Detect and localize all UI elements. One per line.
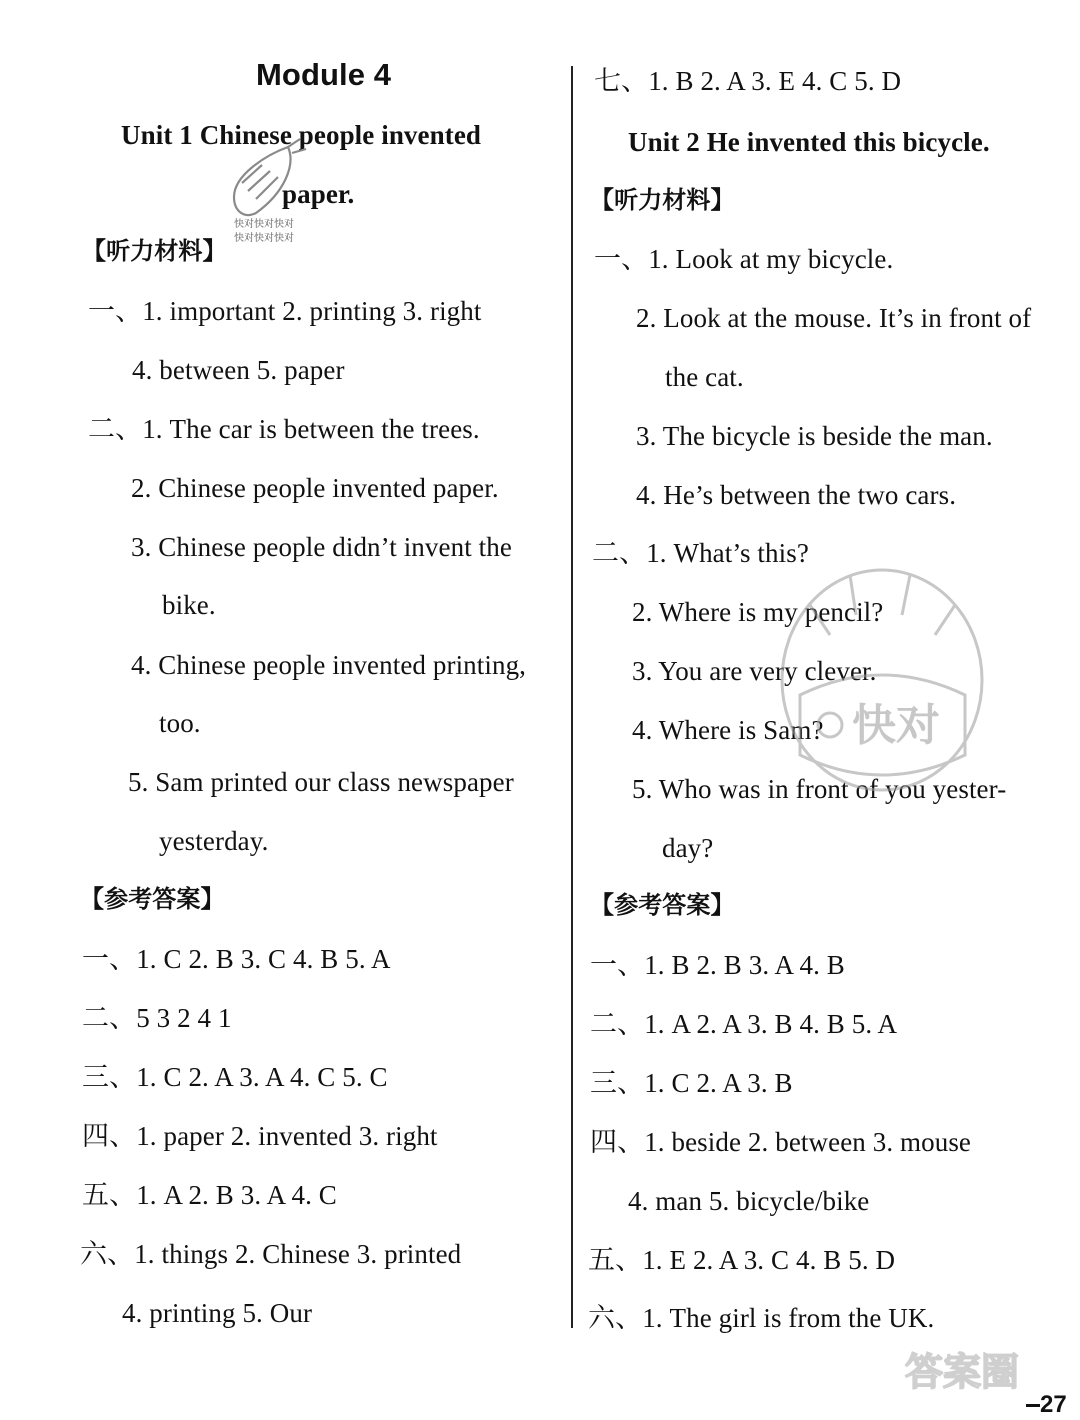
unit-1-title-line-2: paper.: [282, 179, 355, 209]
left-answer-line: 五、1. A 2. B 3. A 4. C: [82, 1180, 337, 1210]
unit-2-title: Unit 2 He invented this bicycle.: [628, 127, 990, 157]
left-answer-line: 4. printing 5. Our: [122, 1298, 313, 1328]
column-divider: [571, 66, 573, 1328]
left-listening-line: bike.: [162, 590, 216, 620]
right-answer-line: 二、1. A 2. A 3. B 4. B 5. A: [590, 1009, 898, 1039]
right-top-answers: 七、1. B 2. A 3. E 4. C 5. D: [594, 66, 902, 96]
left-answer-line: 一、1. C 2. B 3. C 4. B 5. A: [82, 944, 391, 974]
page-number-dash: [1026, 1404, 1040, 1407]
right-answer-line: 4. man 5. bicycle/bike: [628, 1186, 870, 1216]
stamp-watermark-icon: [770, 545, 995, 835]
left-answer-line: 六、1. things 2. Chinese 3. printed: [80, 1239, 462, 1269]
right-listening-line: 2. Where is my pencil?: [632, 597, 884, 627]
left-listening-line: yesterday.: [159, 826, 269, 856]
module-title: Module 4: [256, 57, 392, 92]
right-answer-line: 三、1. C 2. A 3. B: [590, 1068, 793, 1098]
right-listening-line: 一、1. Look at my bicycle.: [594, 244, 894, 274]
right-listening-header: 【听力材料】: [590, 186, 735, 214]
left-listening-line: 二、1. The car is between the trees.: [88, 414, 480, 444]
left-listening-line: too.: [159, 708, 201, 738]
right-answer-line: 六、1. The girl is from the UK.: [588, 1303, 935, 1333]
right-listening-line: 2. Look at the mouse. It’s in front of: [636, 303, 1032, 333]
right-listening-line: day?: [662, 833, 714, 863]
left-listening-line: 一、1. important 2. printing 3. right: [88, 296, 482, 326]
unit-1-title-line-1: Unit 1 Chinese people invented: [121, 120, 482, 150]
right-listening-line: 5. Who was in front of you yester-: [632, 774, 1007, 804]
right-listening-line: 4. Where is Sam?: [632, 715, 824, 745]
page-number: 27: [1040, 1391, 1067, 1418]
left-answer-line: 四、1. paper 2. invented 3. right: [82, 1121, 438, 1151]
corner-watermark-text: 答案圈: [905, 1350, 1020, 1394]
right-answer-line: 五、1. E 2. A 3. C 4. B 5. D: [588, 1245, 896, 1275]
left-listening-line: 3. Chinese people didn’t invent the: [131, 532, 512, 562]
right-listening-line: 3. The bicycle is beside the man.: [636, 421, 993, 451]
watermark-text-line-1: 快对快对快对: [234, 219, 294, 230]
stamp-text: 快对: [852, 700, 940, 751]
left-answers-header: 【参考答案】: [80, 885, 225, 913]
right-answers-header: 【参考答案】: [590, 891, 735, 919]
left-answer-line: 二、5 3 2 4 1: [82, 1003, 232, 1033]
right-listening-line: 3. You are very clever.: [632, 656, 877, 686]
left-listening-line: 4. between 5. paper: [132, 355, 345, 385]
right-listening-line: the cat.: [665, 362, 744, 392]
watermark-text-line-2: 快对快对快对: [234, 233, 294, 244]
left-listening-line: 2. Chinese people invented paper.: [131, 473, 499, 503]
right-listening-line: 4. He’s between the two cars.: [636, 480, 957, 510]
left-listening-line: 5. Sam printed our class newspaper: [128, 767, 514, 797]
left-listening-header: 【听力材料】: [82, 237, 227, 265]
left-answer-line: 三、1. C 2. A 3. A 4. C 5. C: [82, 1062, 388, 1092]
left-listening-line: 4. Chinese people invented printing,: [131, 650, 527, 680]
right-answer-line: 一、1. B 2. B 3. A 4. B: [590, 950, 845, 980]
right-answer-line: 四、1. beside 2. between 3. mouse: [590, 1127, 972, 1157]
right-listening-line: 二、1. What’s this?: [592, 538, 809, 568]
